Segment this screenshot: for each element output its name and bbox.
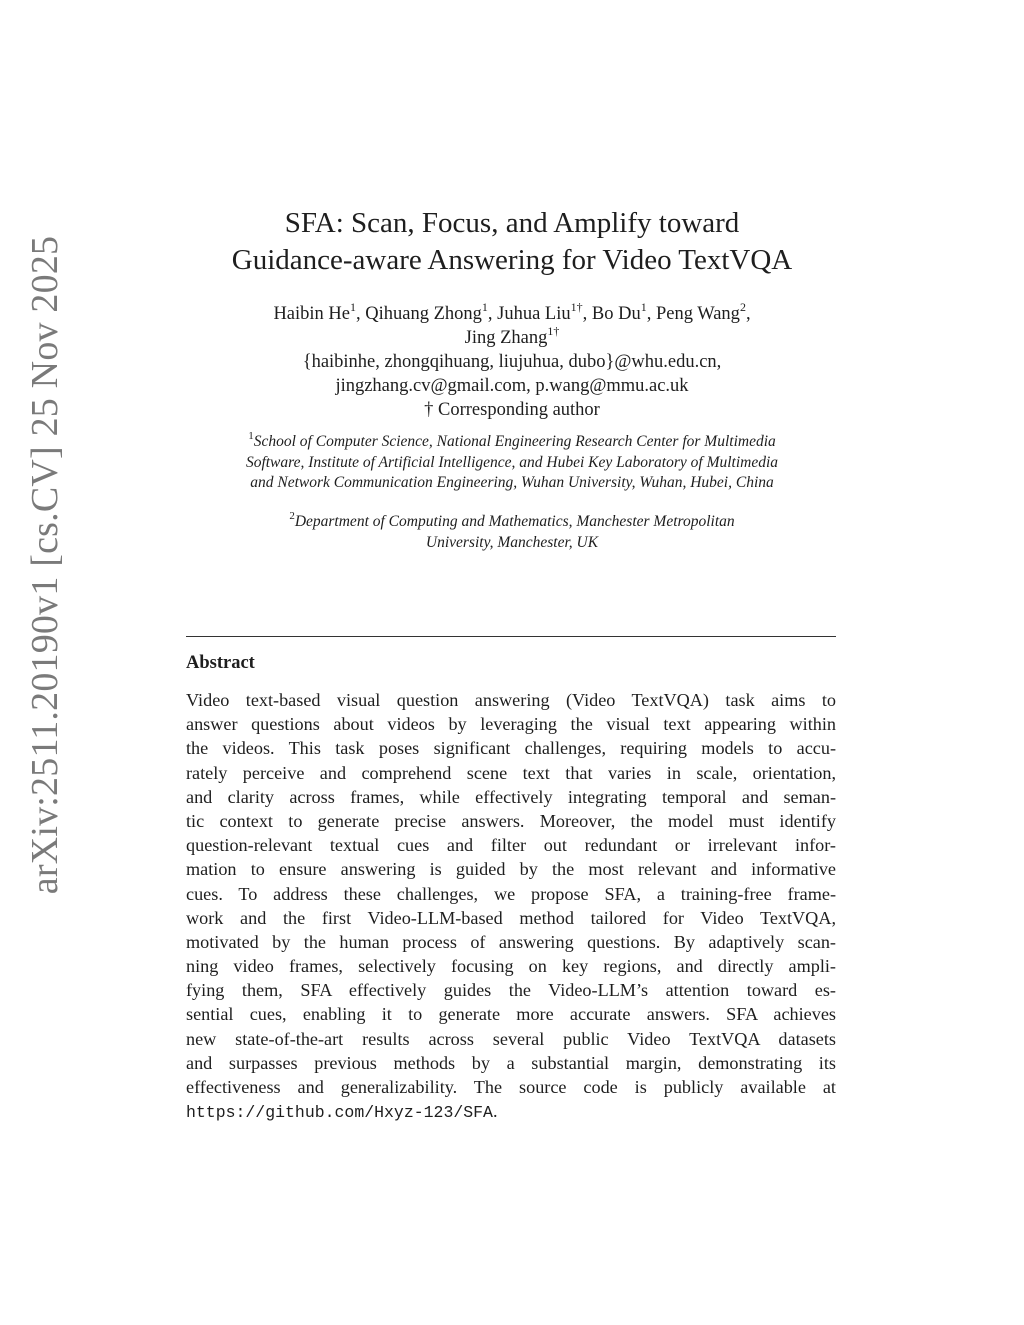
abstract-line: work and the first Video-LLM-based method tailored for Video TextVQA, xyxy=(186,907,836,928)
abstract-line: and clarity across frames, while effectively integrating temporal and seman- xyxy=(186,786,836,807)
author-name: Jing Zhang xyxy=(464,328,548,348)
affiliation-1-line-2: Software, Institute of Artificial Intelligence, and Hubei Key Laboratory of Multimedia xyxy=(245,453,779,471)
author-affiliation-mark: 1† xyxy=(547,323,560,338)
title-line-1: SFA: Scan, Focus, and Amplify toward xyxy=(284,207,740,239)
url-period: . xyxy=(492,1101,498,1122)
abstract-body xyxy=(186,688,836,1123)
abstract-line: fying them, SFA effectively guides the Video-LLM’s attention toward es- xyxy=(186,980,836,1001)
affiliation-text: Department of Computing and Mathematics, Manchester Metropolitan xyxy=(294,513,735,530)
author-line-1: Haibin He$^1$, Qihuang Zhong$^1$, Juhua Liu$^{1\dagger}$, Bo Du$^1$, Peng Wang$^2$, xyxy=(273,299,751,324)
abstract-line: sential cues, enabling it to generate more accurate answers. SFA achieves xyxy=(186,1004,836,1025)
affiliation-1 xyxy=(0,429,1024,494)
affiliation-mark: 2 xyxy=(289,509,295,522)
affiliation-1-line-1 xyxy=(0,429,1024,453)
author-name: Haibin He xyxy=(273,304,350,324)
corresponding-author-note: † Corresponding author xyxy=(424,400,600,420)
author-name: Peng Wang xyxy=(655,304,740,324)
author-affiliation-mark: 2 xyxy=(739,299,746,314)
author-line-2 xyxy=(0,323,1024,350)
author-affiliation-mark: 1 xyxy=(350,299,356,314)
abstract-line: and surpasses previous methods by a substantial margin, demonstrating its xyxy=(186,1052,836,1073)
abstract-line: mation to ensure answering is guided by the most relevant and informative xyxy=(186,859,836,880)
author-affiliation-mark: 1 xyxy=(481,299,488,314)
abstract-line: motivated by the human process of answering questions. By adaptively scan- xyxy=(186,931,836,952)
author-affiliation-mark: 1† xyxy=(570,299,583,314)
source-code-link[interactable]: https://github.com/Hxyz-123/SFA xyxy=(186,1103,493,1123)
title-line-2: Guidance-aware Answering for Video TextVQA xyxy=(231,244,793,276)
author-affiliation-mark: 1 xyxy=(640,299,647,314)
affiliation-mark: 1 xyxy=(248,429,254,442)
abstract-line: tic context to generate precise answers. Moreover, the model must identify xyxy=(186,810,836,831)
affiliation-2-line-1 xyxy=(0,509,1024,533)
abstract-heading: Abstract xyxy=(186,653,255,673)
affiliation-2 xyxy=(0,509,1024,553)
email-line-2: jingzhang.cv@gmail.com, p.wang@mmu.ac.uk xyxy=(335,376,689,396)
affiliation-1-line-3: and Network Communication Engineering, Wuhan University, Wuhan, Hubei, China xyxy=(250,474,774,491)
paper-title xyxy=(0,205,1024,279)
author-block xyxy=(0,299,1024,422)
author-name: Qihuang Zhong xyxy=(365,304,482,324)
affiliation-2-line-2: University, Manchester, UK xyxy=(425,533,599,551)
author-name: Bo Du xyxy=(591,304,641,324)
arxiv-side-stamp: arXiv:2511.20190v1 [cs.CV] 25 Nov 2025 xyxy=(24,235,66,895)
abstract-line: question-relevant textual cues and filter out redundant or irrelevant infor- xyxy=(186,835,836,856)
abstract-line: the videos. This task poses significant challenges, requiring models to accu- xyxy=(186,738,836,759)
email-line-1: {haibinhe, zhongqihuang, liujuhua, dubo}@whu.edu.cn, xyxy=(302,352,722,372)
abstract-line: effectiveness and generalizability. The source code is publicly available at xyxy=(186,1077,836,1097)
abstract-line: Video text-based visual question answering (Video TextVQA) task aims to xyxy=(186,690,836,710)
author-name: Juhua Liu xyxy=(497,304,571,324)
abstract-line: rately perceive and comprehend scene text that varies in scale, orientation, xyxy=(186,762,836,783)
abstract-line: new state-of-the-art results across several public Video TextVQA datasets xyxy=(186,1028,836,1049)
abstract-line: cues. To address these challenges, we propose SFA, a training-free frame- xyxy=(186,883,836,904)
affiliation-text: School of Computer Science, National Engineering Research Center for Multimedia xyxy=(253,433,776,450)
abstract-line: ning video frames, selectively focusing on key regions, and directly ampli- xyxy=(186,956,836,977)
abstract-line: answer questions about videos by leveraging the visual text appearing within xyxy=(186,714,836,735)
abstract-divider xyxy=(186,636,836,637)
abstract-line-url xyxy=(186,1099,836,1123)
